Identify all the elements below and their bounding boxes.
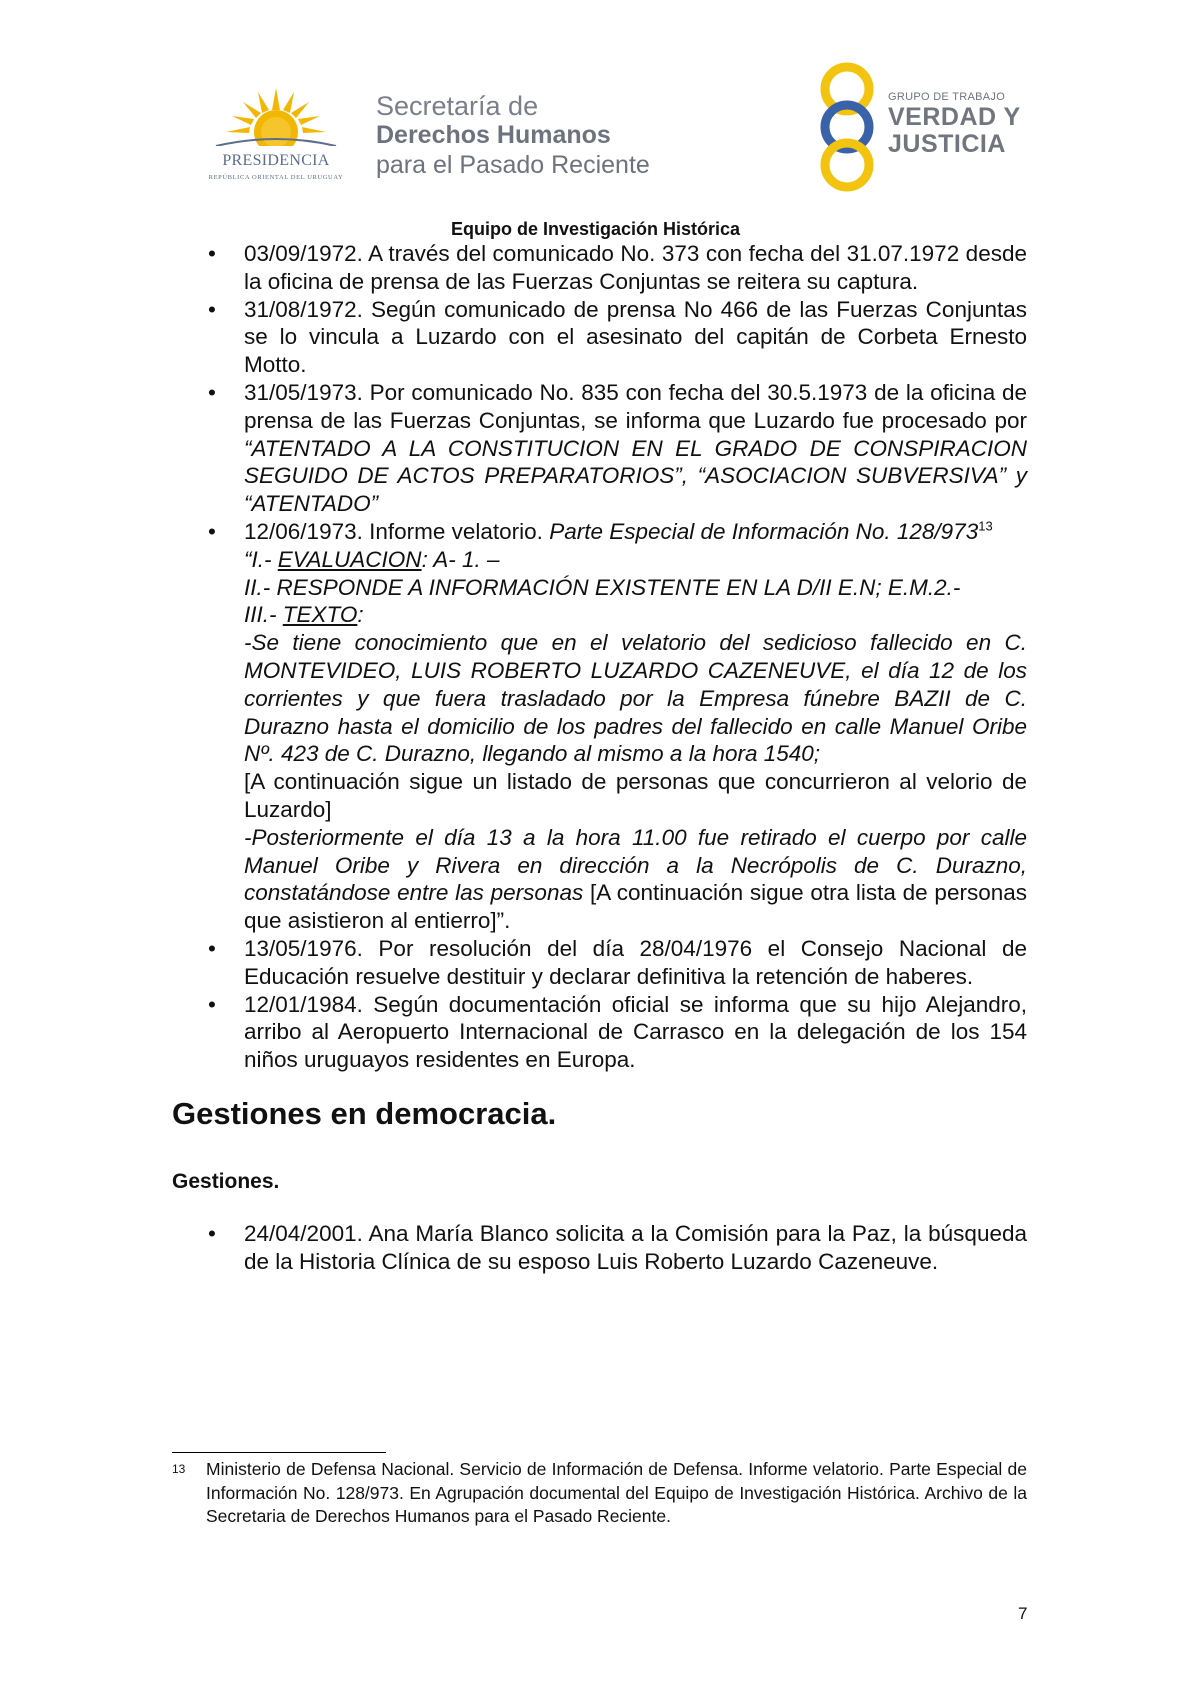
bullet: •	[208, 241, 216, 266]
list-item	[172, 240, 1027, 296]
presidencia-subtitle: REPÚBLICA ORIENTAL DEL URUGUAY	[208, 174, 344, 181]
item-text: 31/05/1973. Por comunicado No. 835 con fecha del 30.5.1973 de la oficina de prensa de las Fuerzas Conjuntas, se informa que Luzardo fue procesado por	[244, 379, 1027, 433]
item-text: 24/04/2001. Ana María Blanco solicita a la Comisión para la Paz, la búsqueda de la Historia Clínica de su esposo Luis Roberto Luzardo Cazeneuve.	[244, 1220, 1027, 1274]
evaluacion-label: EVALUACION	[277, 546, 422, 572]
bullet: •	[208, 379, 216, 405]
texto-label: TEXTO	[282, 602, 358, 628]
bullet: •	[208, 296, 216, 322]
grupo-line-2: VERDAD Y	[888, 103, 1021, 131]
sun-icon	[196, 80, 356, 155]
list-item	[172, 296, 1027, 379]
section-title: Gestiones en democracia.	[172, 1095, 557, 1131]
bullet: •	[208, 518, 216, 544]
presidencia-title: PRESIDENCIA	[222, 152, 330, 169]
linked-rings-icon	[812, 62, 882, 192]
responde-line: II.- RESPONDE A INFORMACIÓN EXISTENTE EN LA D/II E.N; E.M.2.-	[244, 574, 961, 600]
bullet: •	[208, 935, 216, 961]
team-title: Equipo de Investigación Histórica	[450, 219, 741, 239]
grupo-line-1: GRUPO DE TRABAJO	[888, 91, 1006, 103]
secretaria-logo-text	[376, 92, 650, 180]
quote-paragraph-3: -Posteriormente el día 13 a la hora 11.00 fue retirado el cuerpo por calle Manuel Oribe y Rivera en dirección a la Necrópolis de C. Durazno, constatándose entre las personas [A continuación sigue otra lista de personas que asistieron al entierro]”.	[244, 824, 1027, 934]
list-item	[172, 1220, 1027, 1276]
footnote-separator	[172, 1452, 386, 1453]
secretaria-line-1: Secretaría de	[376, 91, 539, 121]
gestiones-list	[172, 1220, 1027, 1276]
quote-paragraph-1: -Se tiene conocimiento que en el velatorio del sedicioso fallecido en C. MONTEVIDEO, LUIS ROBERTO LUZARDO CAZENEUVE, el día 12 de los corrientes y que fuera trasladado por la Empresa fúnebre BAZII de C. Durazno hasta el domicilio de los padres del fallecido en calle Manuel Oribe Nº. 423 de C. Durazno, llegando al mismo a la hora 1540;	[244, 630, 1027, 767]
page-header	[0, 60, 1191, 210]
presidencia-logo	[196, 80, 356, 195]
footnote-number: 13	[172, 1462, 186, 1476]
evaluacion-line: “I.- EVALUACION: A- 1. –	[244, 546, 500, 572]
bullet: •	[208, 1220, 216, 1246]
secretaria-line-3: para el Pasado Reciente	[376, 151, 650, 179]
item-quote: “ATENTADO A LA CONSTITUCION EN EL GRADO DE CONSPIRACION SEGUIDO DE ACTOS PREPARATORIOS”, “ASOCIACION SUBVERSIVA” y “ATENTADO”	[244, 435, 1027, 517]
footnote-text: Ministerio de Defensa Nacional. Servicio de Información de Defensa. Informe velatorio. Parte Especial de Información No. 128/973. En Agrupación documental del Equipo de Investigación Histórica. Archivo de la Secretaria de Derechos Humanos para el Pasado Reciente.	[206, 1459, 1027, 1526]
item-text: 12/06/1973. Informe velatorio.	[244, 518, 550, 544]
footnote-ref[interactable]: 13	[978, 518, 993, 534]
grupo-line-3: JUSTICIA	[888, 130, 1006, 158]
texto-line: III.- TEXTO:	[244, 602, 364, 628]
quote-paragraph-2: [A continuación sigue un listado de personas que concurrieron al velorio de Luzardo]	[244, 769, 1027, 822]
secretaria-line-2: Derechos Humanos	[376, 121, 611, 149]
item-text: 31/08/1972. Según comunicado de prensa No 466 de las Fuerzas Conjuntas se lo vincula a Luzardo con el asesinato del capitán de Corbeta Ernesto Motto.	[244, 296, 1027, 378]
item-text: 13/05/1976. Por resolución del día 28/04/1976 el Consejo Nacional de Educación resuelve destituir y declarar definitiva la retención de haberes.	[244, 935, 1027, 989]
event-list	[172, 240, 1027, 1074]
document-body	[172, 240, 1027, 1276]
bullet: •	[208, 991, 216, 1017]
list-item	[172, 379, 1027, 518]
page-number: 7	[1018, 1604, 1028, 1623]
item-doc-title: Parte Especial de Información No. 128/973	[549, 518, 979, 544]
grupo-trabajo-text	[888, 90, 1021, 158]
list-item	[172, 935, 1027, 991]
list-item	[172, 991, 1027, 1074]
list-item	[172, 518, 1027, 935]
subsection-title: Gestiones.	[172, 1169, 280, 1193]
item-text: 03/09/1972. A través del comunicado No. 373 con fecha del 31.07.1972 desde la oficina de prensa de las Fuerzas Conjuntas se reitera su captura.	[244, 241, 1027, 294]
footnote	[172, 1458, 1027, 1529]
item-text: 12/01/1984. Según documentación oficial se informa que su hijo Alejandro, arribo al Aeropuerto Internacional de Carrasco en la delegación de los 154 niños uruguayos residentes en Europa.	[244, 991, 1027, 1073]
